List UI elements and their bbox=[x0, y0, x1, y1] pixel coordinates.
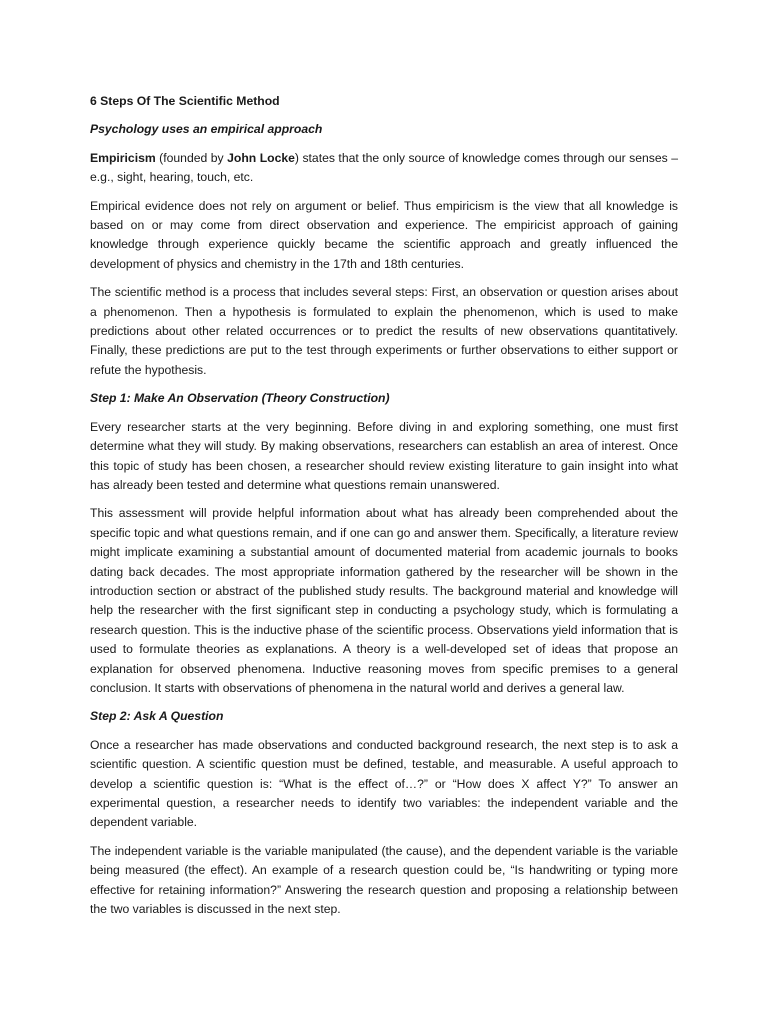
paragraph-empirical-evidence: Empirical evidence does not rely on argument or belief. Thus empiricism is the view that all knowledge is based on or may come from direct observation and experience. The empiricist approach of gaining knowledge through experience quickly became the scientific approach and greatly influenced the development of physics and chemistry in the 17th and 18th centuries. bbox=[90, 198, 678, 271]
step2-heading: Step 2: Ask A Question bbox=[90, 709, 224, 724]
step1-paragraph-1: Every researcher starts at the very beginning. Before diving in and exploring something, one must first determine what they will study. By making observations, researchers can establish an area of interest. Once this topic of study has been chosen, a researcher should review existing literature to gain insight into what has already been tested and determine what questions remain unanswered. bbox=[90, 419, 678, 492]
paragraph-text: ) states that the only source of knowledge comes through our senses – e.g., sight, hearing, touch, etc. bbox=[90, 150, 678, 185]
name-john-locke: John Locke bbox=[227, 150, 295, 165]
step1-heading: Step 1: Make An Observation (Theory Construction) bbox=[90, 391, 390, 406]
step2-paragraph-2: The independent variable is the variable manipulated (the cause), and the dependent variable is the variable being measured (the effect). An example of a research question could be, “Is handwriting or typing more effective for retaining information?” Answering the research question and proposing a relationship between the two variables is discussed in the next step. bbox=[90, 843, 678, 917]
document-title: 6 Steps Of The Scientific Method bbox=[90, 94, 280, 108]
document-page bbox=[90, 92, 678, 928]
step2-paragraph-1: Once a researcher has made observations and conducted background research, the next step is to ask a scientific question. A scientific question must be defined, testable, and measurable. A useful approach to develop a scientific question is: “What is the effect of…?” or “How does X affect Y?” To answer an experimental question, a researcher needs to identify two variables: the independent variable and the dependent variable. bbox=[90, 737, 678, 830]
document-subtitle: Psychology uses an empirical approach bbox=[90, 122, 323, 137]
paragraph-scientific-method: The scientific method is a process that includes several steps: First, an observation or question arises about a phenomenon. Then a hypothesis is formulated to explain the phenomenon, which is used to make predictions about other related occurrences or to predict the results of new observations quantitatively. Finally, these predictions are put to the test through experiments or further observations to either support or refute the hypothesis. bbox=[90, 285, 678, 377]
paragraph-text: (founded by bbox=[155, 150, 228, 165]
paragraph-empiricism bbox=[90, 149, 678, 188]
step1-paragraph-2: This assessment will provide helpful information about what has already been comprehended about the specific topic and what questions remain, and if one can go and answer them. Specifically, a literature review might implicate examining a substantial amount of documented material from academic journals to books dating back decades. The most appropriate information gathered by the researcher will be shown in the introduction section or abstract of the published study results. The background material and knowledge will help the researcher with the first significant step in conducting a psychology study, which is formulating a research question. This is the inductive phase of the scientific process. Observations yield information that is used to formulate theories as explanations. A theory is a well-developed set of ideas that propose an explanation for observed phenomena. Inductive reasoning moves from specific premises to a general conclusion. It starts with observations of phenomena in the natural world and derives a general law. bbox=[90, 506, 678, 695]
term-empiricism: Empiricism bbox=[90, 150, 156, 165]
